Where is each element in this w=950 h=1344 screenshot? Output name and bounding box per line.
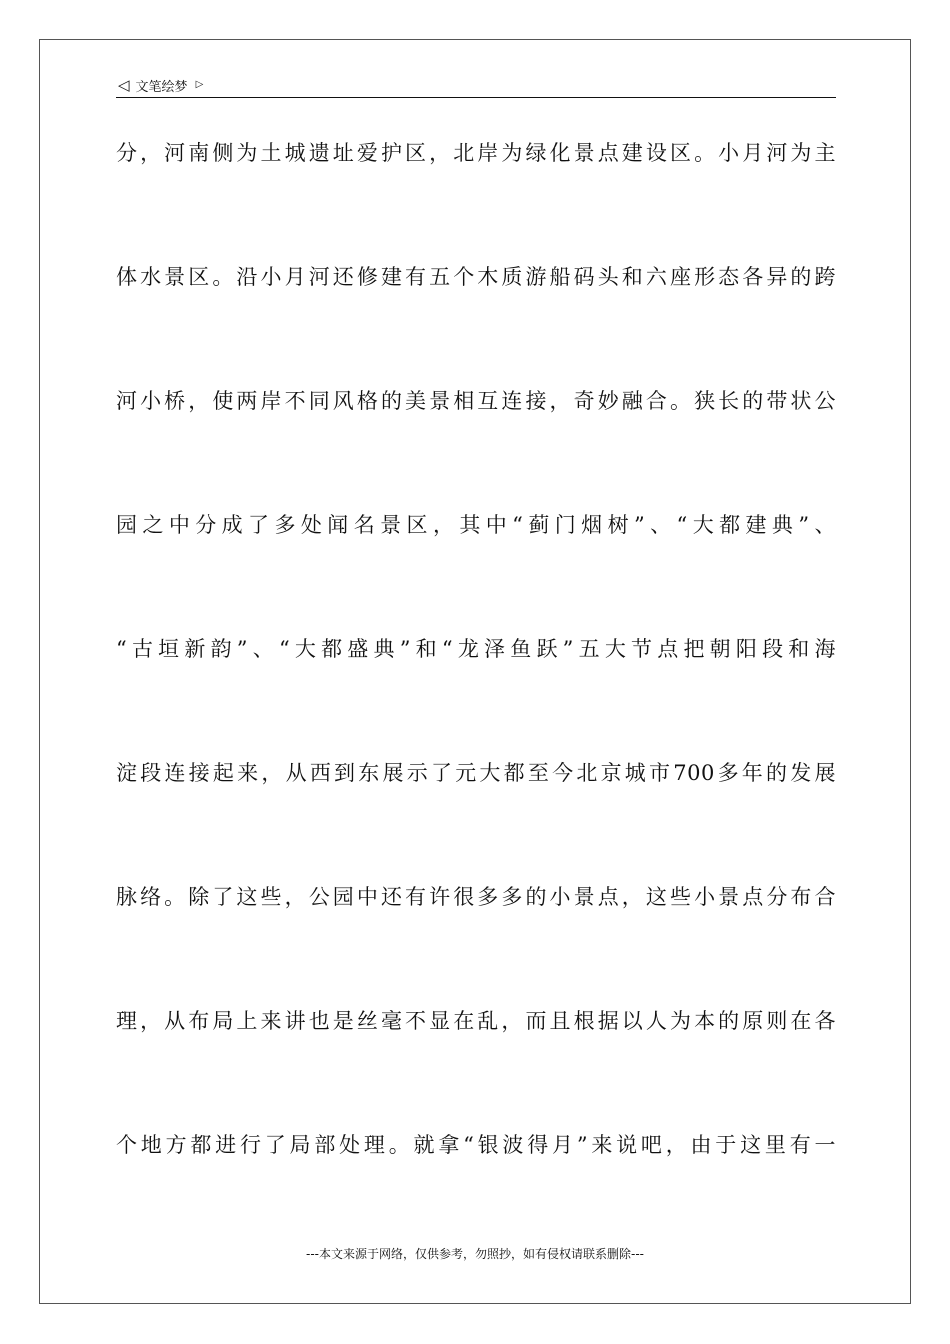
triangle-right-icon: ▷ [195, 79, 204, 90]
triangle-left-icon: ◁ [118, 75, 130, 94]
document-body [116, 133, 836, 1249]
body-line: 体水景区。沿小月河还修建有五个木质游船码头和六座形态各异的跨 [116, 265, 836, 289]
body-line: 脉络。除了这些，公园中还有许很多多的小景点，这些小景点分布合 [116, 885, 836, 909]
body-line: 淀段连接起来，从西到东展示了元大都至今北京城市700多年的发展 [116, 761, 836, 785]
body-line: 分，河南侧为土城遗址爱护区，北岸为绿化景点建设区。小月河为主 [116, 141, 836, 165]
page-footer: ---本文来源于网络，仅供参考，勿照抄，如有侵权请联系删除--- [306, 1247, 644, 1261]
body-line: 理，从布局上来讲也是丝毫不显在乱，而且根据以人为本的原则在各 [116, 1009, 836, 1033]
header-title: 文笔绘梦 [135, 79, 188, 95]
body-line: 园之中分成了多处闻名景区，其中“蓟门烟树”、“大都建典”、 [116, 513, 836, 537]
body-line: 河小桥，使两岸不同风格的美景相互连接，奇妙融合。狭长的带状公 [116, 389, 836, 413]
body-line: “古垣新韵”、“大都盛典”和“龙泽鱼跃”五大节点把朝阳段和海 [116, 637, 836, 661]
body-line: 个地方都进行了局部处理。就拿“银波得月”来说吧，由于这里有一 [116, 1133, 836, 1157]
header-divider [116, 97, 836, 98]
page-header [118, 74, 203, 96]
